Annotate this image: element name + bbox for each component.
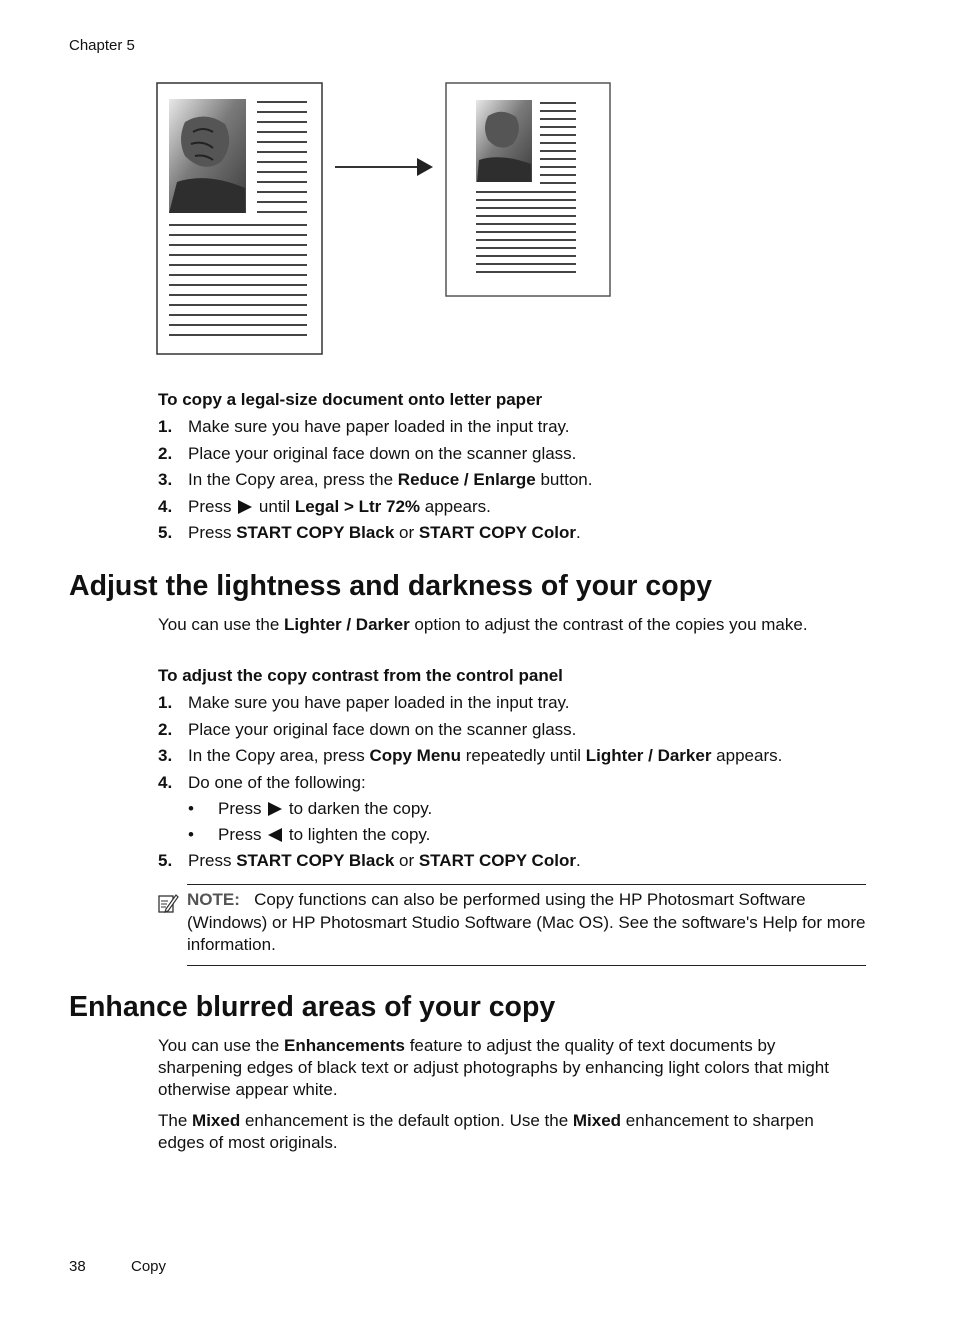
footer-section: Copy	[131, 1258, 167, 1275]
step: 5. Press START COPY Black or START COPY Color.	[158, 523, 581, 542]
bullet-lighten: • Press to lighten the copy.	[188, 825, 431, 844]
bullet-darken: • Press to darken the copy.	[188, 799, 433, 818]
note-top-rule	[187, 884, 866, 885]
note-box	[157, 884, 866, 966]
right-arrow-icon	[268, 802, 282, 816]
section-para-enhancements: You can use the Enhancements feature to adjust the quality of text documents by sharpening edges of black text or adjust photographs by enhancing light colors that might otherwise appear white.	[158, 1036, 829, 1099]
step: 3. In the Copy area, press Copy Menu repeatedly until Lighter / Darker appears.	[158, 746, 783, 765]
reduce-enlarge-label: Reduce / Enlarge	[397, 470, 536, 489]
section-heading-lightness: Adjust the lightness and darkness of your copy	[69, 570, 712, 602]
step: 4. Press until Legal > Ltr 72% appears.	[158, 496, 491, 516]
note-bottom-rule	[187, 965, 866, 966]
right-arrow-icon	[238, 500, 252, 514]
running-header: Chapter 5	[69, 37, 135, 54]
note-text: NOTE: Copy functions can also be performed using the HP Photosmart Software (Windows) or HP Photosmart Studio Software (Mac OS). See the software's Help for more information.	[187, 890, 866, 954]
left-arrow-icon	[268, 828, 282, 842]
step: 5. Press START COPY Black or START COPY Color.	[158, 851, 581, 870]
section-para-mixed: The Mixed enhancement is the default option. Use the Mixed enhancement to sharpen edges of most originals.	[158, 1111, 814, 1152]
section-intro-lightness: You can use the Lighter / Darker option to adjust the contrast of the copies you make.	[158, 615, 808, 634]
reduce-illustration	[155, 82, 615, 357]
procedure-title-legal-to-letter: To copy a legal-size document onto letter paper	[158, 390, 543, 409]
note-pencil-icon	[157, 892, 179, 914]
note-label: NOTE:	[187, 890, 240, 909]
step: 1. Make sure you have paper loaded in the input tray.	[158, 417, 570, 436]
step: 2. Place your original face down on the scanner glass.	[158, 719, 577, 739]
letter-page-copy	[446, 83, 610, 296]
page-number: 38	[69, 1258, 86, 1275]
steps-legal-to-letter	[158, 414, 592, 547]
tiger-photo-copy	[476, 100, 532, 182]
step: 2. Place your original face down on the scanner glass.	[158, 443, 577, 463]
tiger-photo-original	[169, 99, 246, 213]
section-heading-enhance: Enhance blurred areas of your copy	[69, 991, 556, 1023]
step: 3. In the Copy area, press the Reduce / Enlarge button.	[158, 470, 593, 489]
procedure-title-contrast: To adjust the copy contrast from the control panel	[158, 666, 563, 685]
legal-page-original	[157, 83, 322, 354]
steps-contrast	[158, 690, 782, 875]
arrow-right-icon	[335, 158, 433, 176]
step: 4. Do one of the following:	[158, 772, 366, 792]
step: 1. Make sure you have paper loaded in the input tray.	[158, 693, 570, 712]
